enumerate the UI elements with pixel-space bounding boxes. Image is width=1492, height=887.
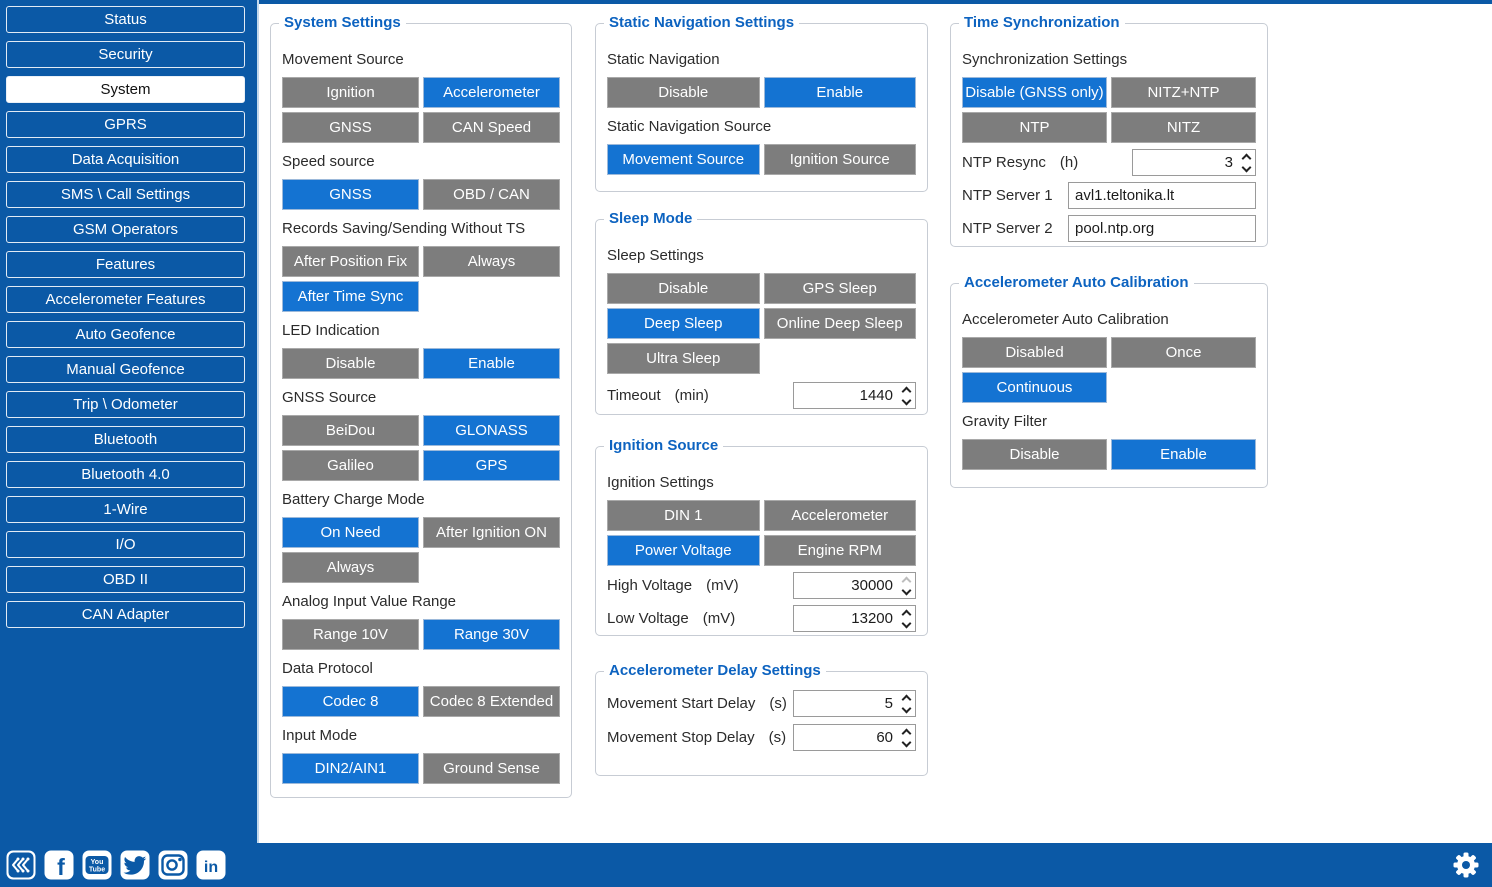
panel-title: Time Synchronization (959, 14, 1125, 32)
records-saving-options (282, 246, 560, 312)
static-navigation-source-options (607, 144, 916, 175)
input-mode-options (282, 753, 560, 784)
auto-calibration-label: Accelerometer Auto Calibration (962, 311, 1169, 328)
speed-source-label: Speed source (282, 153, 375, 170)
option-engine-rpm[interactable]: Engine RPM (764, 535, 917, 566)
ntp-server-2-label: NTP Server 2 (962, 220, 1053, 237)
ntp-server-2-row (962, 215, 1256, 242)
ntp-resync-stepper[interactable] (1240, 149, 1253, 176)
panel-title: Accelerometer Auto Calibration (959, 274, 1194, 292)
option-ignition[interactable]: Ignition (282, 77, 419, 108)
option-on-need[interactable]: On Need (282, 517, 419, 548)
movement-start-delay-label: Movement Start Delay (607, 695, 756, 712)
option-after-time-sync[interactable]: After Time Sync (282, 281, 419, 312)
option-din2-ain1[interactable]: DIN2/AIN1 (282, 753, 419, 784)
timeout-row (607, 382, 916, 409)
ntp-server-1-label: NTP Server 1 (962, 187, 1053, 204)
high-voltage-unit: (mV) (706, 577, 739, 594)
spin-down-icon[interactable] (902, 618, 912, 628)
option-galileo[interactable]: Galileo (282, 450, 419, 481)
option-range-30v[interactable]: Range 30V (423, 619, 560, 650)
movement-start-delay-input[interactable] (793, 690, 916, 717)
low-voltage-stepper[interactable] (900, 605, 913, 632)
option-glonass[interactable]: GLONASS (423, 415, 560, 446)
option-ntp[interactable]: NTP (962, 112, 1107, 143)
spin-down-icon[interactable] (902, 395, 912, 405)
low-voltage-row (607, 605, 916, 632)
ignition-settings-label: Ignition Settings (607, 474, 714, 491)
movement-stop-delay-stepper[interactable] (900, 724, 913, 751)
option-range-10v[interactable]: Range 10V (282, 619, 419, 650)
sidebar-item-trip-odometer[interactable]: Trip \ Odometer (6, 391, 245, 418)
high-voltage-label: High Voltage (607, 577, 693, 594)
sleep-settings-options (607, 273, 916, 374)
option-once[interactable]: Once (1111, 337, 1256, 368)
spin-up-icon[interactable] (902, 694, 912, 704)
battery-charge-mode-options (282, 517, 560, 583)
data-protocol-options (282, 686, 560, 717)
option-enable[interactable]: Enable (1111, 439, 1256, 470)
panel-accelerometer-delay (595, 662, 928, 776)
option-gnss[interactable]: GNSS (282, 112, 419, 143)
option-always[interactable]: Always (282, 552, 419, 583)
option-disable[interactable]: Disable (607, 273, 760, 304)
sidebar (0, 0, 259, 843)
option-nitz-ntp[interactable]: NITZ+NTP (1111, 77, 1256, 108)
option-gnss[interactable]: GNSS (282, 179, 419, 210)
option-deep-sleep[interactable]: Deep Sleep (607, 308, 760, 339)
data-protocol-label: Data Protocol (282, 660, 373, 677)
option-nitz[interactable]: NITZ (1111, 112, 1256, 143)
ntp-resync-unit: (h) (1059, 154, 1079, 171)
spin-down-icon[interactable] (902, 585, 912, 595)
gnss-source-label: GNSS Source (282, 389, 377, 406)
sidebar-item-obd-ii[interactable]: OBD II (6, 566, 245, 593)
timeout-stepper[interactable] (900, 382, 913, 409)
timeout-label: Timeout (607, 387, 661, 404)
input-mode-label: Input Mode (282, 727, 358, 744)
svg-text:You: You (90, 859, 104, 866)
teltonika-logo-icon[interactable] (6, 850, 36, 880)
option-power-voltage[interactable]: Power Voltage (607, 535, 760, 566)
option-accelerometer[interactable]: Accelerometer (423, 77, 560, 108)
spin-down-icon[interactable] (902, 703, 912, 713)
option-obd-can[interactable]: OBD / CAN (423, 179, 560, 210)
movement-start-delay-unit: (s) (769, 695, 787, 712)
option-can-speed[interactable]: CAN Speed (423, 112, 560, 143)
option-codec-8[interactable]: Codec 8 (282, 686, 419, 717)
option-disable[interactable]: Disable (282, 348, 419, 379)
spin-down-icon[interactable] (902, 737, 912, 747)
movement-stop-delay-unit: (s) (768, 729, 787, 746)
option-codec-8-extended[interactable]: Codec 8 Extended (423, 686, 560, 717)
static-navigation-source-label: Static Navigation Source (607, 118, 772, 135)
panel-title: Accelerometer Delay Settings (604, 662, 826, 680)
option-continuous[interactable]: Continuous (962, 372, 1107, 403)
sidebar-item-io[interactable]: I/O (6, 531, 245, 558)
sidebar-item-system[interactable]: System (6, 76, 245, 103)
static-navigation-options (607, 77, 916, 108)
sidebar-item-gsm-operators[interactable]: GSM Operators (6, 216, 245, 243)
panel-system-settings (270, 14, 572, 798)
records-saving-label: Records Saving/Sending Without TS (282, 220, 526, 237)
sidebar-item-data-acquisition[interactable]: Data Acquisition (6, 146, 245, 173)
ntp-resync-row (962, 149, 1256, 176)
movement-stop-delay-label: Movement Stop Delay (607, 729, 755, 746)
svg-text:f: f (57, 854, 65, 880)
option-disable-gnss-only[interactable]: Disable (GNSS only) (962, 77, 1107, 108)
analog-input-range-label: Analog Input Value Range (282, 593, 457, 610)
ntp-server-1-row (962, 182, 1256, 209)
option-gps[interactable]: GPS (423, 450, 560, 481)
option-enable[interactable]: Enable (764, 77, 917, 108)
spin-up-icon[interactable] (902, 386, 912, 396)
panel-time-synchronization (950, 14, 1268, 247)
gnss-source-options (282, 415, 560, 481)
panel-ignition-source (595, 437, 928, 636)
sidebar-item-sms-call-settings[interactable]: SMS \ Call Settings (6, 181, 245, 208)
timeout-unit: (min) (674, 387, 709, 404)
bottom-bar (0, 843, 1492, 887)
sidebar-item-features[interactable]: Features (6, 251, 245, 278)
panel-title: Static Navigation Settings (604, 14, 799, 32)
timeout-input[interactable] (793, 382, 916, 409)
panel-sleep-mode (595, 210, 928, 415)
sidebar-item-manual-geofence[interactable]: Manual Geofence (6, 356, 245, 383)
ntp-resync-input[interactable] (1132, 149, 1256, 176)
gravity-filter-label: Gravity Filter (962, 413, 1048, 430)
ignition-settings-options (607, 500, 916, 566)
youtube-icon[interactable] (82, 850, 112, 880)
instagram-icon[interactable] (158, 850, 188, 880)
sidebar-item-status[interactable]: Status (6, 6, 245, 33)
ntp-server-2-input[interactable] (1068, 215, 1256, 242)
panel-static-navigation (595, 14, 928, 192)
option-enable[interactable]: Enable (423, 348, 560, 379)
low-voltage-unit: (mV) (702, 610, 736, 627)
led-indication-label: LED Indication (282, 322, 380, 339)
option-after-ignition-on[interactable]: After Ignition ON (423, 517, 560, 548)
option-accelerometer[interactable]: Accelerometer (764, 500, 917, 531)
spin-up-icon[interactable] (902, 728, 912, 738)
movement-stop-delay-row (607, 724, 916, 751)
sidebar-item-can-adapter[interactable]: CAN Adapter (6, 601, 245, 628)
spin-down-icon[interactable] (1242, 162, 1252, 172)
movement-stop-delay-input[interactable] (793, 724, 916, 751)
option-disabled[interactable]: Disabled (962, 337, 1107, 368)
facebook-icon[interactable] (44, 850, 74, 880)
option-ground-sense[interactable]: Ground Sense (423, 753, 560, 784)
high-voltage-input[interactable] (793, 572, 916, 599)
option-movement-source[interactable]: Movement Source (607, 144, 760, 175)
option-after-position-fix[interactable]: After Position Fix (282, 246, 419, 277)
battery-charge-mode-label: Battery Charge Mode (282, 491, 425, 508)
option-din-1[interactable]: DIN 1 (607, 500, 760, 531)
option-disable[interactable]: Disable (607, 77, 760, 108)
option-online-deep-sleep[interactable]: Online Deep Sleep (764, 308, 917, 339)
sidebar-item-gprs[interactable]: GPRS (6, 111, 245, 138)
svg-text:Tube: Tube (88, 866, 106, 874)
panel-title: Ignition Source (604, 437, 723, 455)
option-disable[interactable]: Disable (962, 439, 1107, 470)
linkedin-icon[interactable] (196, 850, 226, 880)
option-beidou[interactable]: BeiDou (282, 415, 419, 446)
sidebar-item-security[interactable]: Security (6, 41, 245, 68)
movement-source-label: Movement Source (282, 51, 404, 68)
gravity-filter-options (962, 439, 1256, 470)
panel-title: System Settings (279, 14, 406, 32)
panel-title: Sleep Mode (604, 210, 697, 228)
settings-gear-button[interactable] (1450, 849, 1482, 881)
auto-calibration-options (962, 337, 1256, 403)
speed-source-options (282, 179, 560, 210)
static-navigation-label: Static Navigation (607, 51, 720, 68)
led-indication-options (282, 348, 560, 379)
sidebar-item-auto-geofence[interactable]: Auto Geofence (6, 321, 245, 348)
option-ultra-sleep[interactable]: Ultra Sleep (607, 343, 760, 374)
movement-source-options (282, 77, 560, 143)
sleep-settings-label: Sleep Settings (607, 247, 704, 264)
sidebar-item-bluetooth-40[interactable]: Bluetooth 4.0 (6, 461, 245, 488)
sidebar-item-accelerometer-features[interactable]: Accelerometer Features (6, 286, 245, 313)
sidebar-item-1-wire[interactable]: 1-Wire (6, 496, 245, 523)
synchronization-settings-label: Synchronization Settings (962, 51, 1128, 68)
synchronization-settings-options (962, 77, 1256, 143)
ntp-resync-label: NTP Resync (962, 154, 1046, 171)
movement-start-delay-stepper[interactable] (900, 690, 913, 717)
sidebar-item-bluetooth[interactable]: Bluetooth (6, 426, 245, 453)
high-voltage-stepper[interactable] (900, 572, 913, 599)
option-ignition-source[interactable]: Ignition Source (764, 144, 917, 175)
twitter-icon[interactable] (120, 850, 150, 880)
spin-up-icon[interactable] (902, 609, 912, 619)
panel-accelerometer-auto-calibration (950, 274, 1268, 488)
movement-start-delay-row (607, 690, 916, 717)
analog-input-range-options (282, 619, 560, 650)
high-voltage-row (607, 572, 916, 599)
option-always[interactable]: Always (423, 246, 560, 277)
ntp-server-1-input[interactable] (1068, 182, 1256, 209)
option-gps-sleep[interactable]: GPS Sleep (764, 273, 917, 304)
spin-up-icon[interactable] (1242, 153, 1252, 163)
low-voltage-label: Low Voltage (607, 610, 689, 627)
low-voltage-input[interactable] (793, 605, 916, 632)
spin-up-icon[interactable] (902, 576, 912, 586)
svg-text:in: in (203, 859, 219, 876)
gear-icon (1450, 849, 1482, 881)
